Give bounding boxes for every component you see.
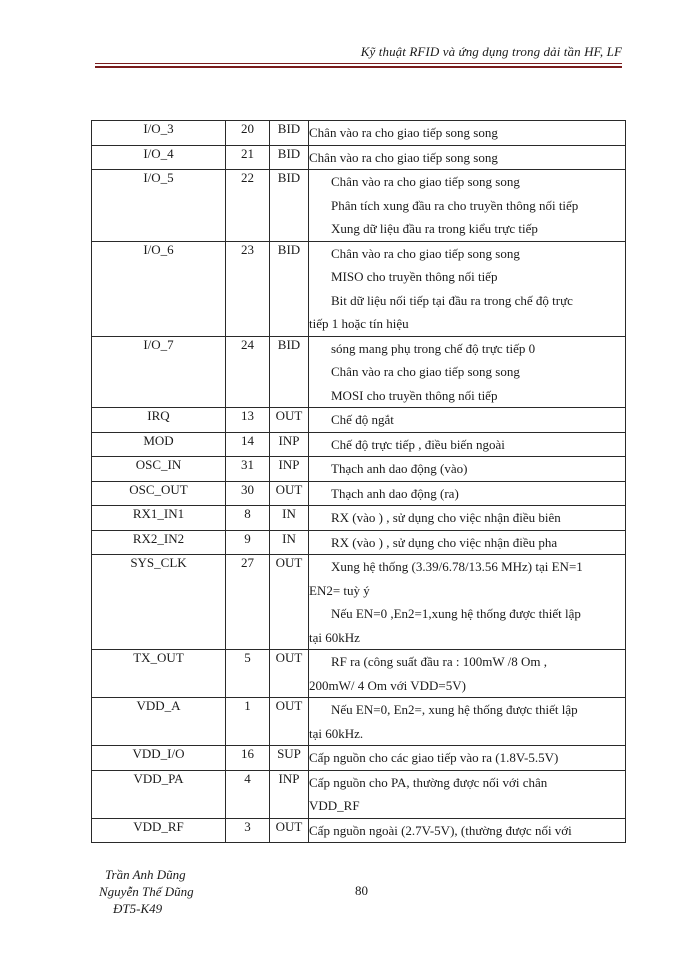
running-header: Kỹ thuật RFID và ứng dụng trong dải tần HF, LF	[360, 44, 622, 59]
pin-description-cell	[309, 506, 626, 531]
author-block	[99, 866, 194, 917]
pin-number-cell: 27	[226, 555, 270, 650]
table-row	[92, 506, 626, 531]
pin-number-cell: 8	[226, 506, 270, 531]
header-rule-thick	[95, 66, 622, 68]
pin-type-cell: OUT	[270, 650, 309, 698]
table-row	[92, 241, 626, 336]
author-class: ĐT5-K49	[113, 901, 163, 916]
description-line: RF ra (công suất đầu ra : 100mW /8 Om ,	[331, 654, 548, 669]
pin-type-cell: BID	[270, 336, 309, 408]
description-line: Chân vào ra cho giao tiếp song song	[331, 364, 520, 379]
table-row	[92, 170, 626, 242]
table-row	[92, 698, 626, 746]
pin-description-cell	[309, 481, 626, 506]
pin-type-cell: BID	[270, 121, 309, 146]
description-line: Cấp nguồn ngoài (2.7V-5V), (thường được nối với	[309, 822, 572, 838]
pin-name-cell: VDD_I/O	[92, 746, 226, 771]
pin-description-table	[91, 120, 626, 843]
table-row	[92, 650, 626, 698]
author-name: Nguyễn Thế Dũng	[99, 884, 194, 899]
description-line: EN2= tuỳ ý	[309, 582, 370, 598]
pin-description-cell	[309, 530, 626, 555]
pin-name-cell: VDD_RF	[92, 818, 226, 843]
description-line: Xung hệ thống (3.39/6.78/13.56 MHz) tại EN=1	[331, 559, 583, 574]
description-line: Chân vào ra cho giao tiếp song song	[309, 125, 498, 140]
pin-description-cell	[309, 746, 626, 771]
description-line: tại 60kHz.	[309, 725, 364, 741]
table-row	[92, 555, 626, 650]
pin-name-cell: OSC_OUT	[92, 481, 226, 506]
description-line: Phân tích xung đầu ra cho truyền thông nối tiếp	[331, 197, 579, 213]
pin-name-cell: I/O_6	[92, 241, 226, 336]
pin-name-cell: I/O_4	[92, 145, 226, 170]
description-line: Chân vào ra cho giao tiếp song song	[309, 149, 498, 165]
pin-type-cell: BID	[270, 170, 309, 242]
description-line: Chân vào ra cho giao tiếp song song	[331, 245, 520, 261]
pin-name-cell: VDD_A	[92, 698, 226, 746]
pin-type-cell: BID	[270, 145, 309, 170]
description-line: tại 60kHz	[309, 629, 360, 645]
pin-type-cell: BID	[270, 241, 309, 336]
table-row	[92, 336, 626, 408]
pin-type-cell: IN	[270, 530, 309, 555]
pin-name-cell: RX1_IN1	[92, 506, 226, 531]
pin-number-cell: 21	[226, 145, 270, 170]
description-line: MOSI cho truyền thông nối tiếp	[331, 387, 498, 403]
pin-type-cell: INP	[270, 770, 309, 818]
pin-name-cell: MOD	[92, 432, 226, 457]
table-row	[92, 746, 626, 771]
description-line: Thạch anh dao động (vào)	[331, 461, 468, 476]
pin-description-cell	[309, 408, 626, 433]
pin-name-cell: TX_OUT	[92, 650, 226, 698]
pin-number-cell: 14	[226, 432, 270, 457]
description-line: RX (vào ) , sử dụng cho việc nhận điều pha	[331, 534, 558, 550]
pin-number-cell: 9	[226, 530, 270, 555]
pin-description-cell	[309, 432, 626, 457]
page-number: 80	[355, 883, 368, 898]
pin-number-cell: 4	[226, 770, 270, 818]
pin-description-cell	[309, 818, 626, 843]
description-line: Chế độ ngắt	[331, 412, 394, 427]
pin-name-cell: I/O_7	[92, 336, 226, 408]
description-line: VDD_RF	[309, 798, 360, 813]
description-line: Bit dữ liệu nối tiếp tại đầu ra trong chế độ trực	[331, 292, 573, 308]
table-row	[92, 481, 626, 506]
table-row	[92, 770, 626, 818]
pin-description-cell	[309, 241, 626, 336]
pin-description-cell	[309, 145, 626, 170]
description-line: MISO cho truyền thông nối tiếp	[331, 269, 498, 284]
description-line: tiếp 1 hoặc tín hiệu	[309, 316, 409, 331]
pin-number-cell: 24	[226, 336, 270, 408]
header-rule-thin	[95, 63, 622, 64]
pin-description-cell	[309, 170, 626, 242]
pin-name-cell: OSC_IN	[92, 457, 226, 482]
description-line: Thạch anh dao động (ra)	[331, 485, 459, 501]
pin-number-cell: 13	[226, 408, 270, 433]
description-line: Chế độ trực tiếp , điều biến ngoài	[331, 436, 505, 452]
description-line: 200mW/ 4 Om với VDD=5V)	[309, 677, 466, 693]
table-row	[92, 408, 626, 433]
pin-type-cell: OUT	[270, 818, 309, 843]
description-line: RX (vào ) , sử dụng cho việc nhận điều biên	[331, 510, 561, 525]
pin-name-cell: SYS_CLK	[92, 555, 226, 650]
pin-type-cell: OUT	[270, 698, 309, 746]
pin-type-cell: IN	[270, 506, 309, 531]
pin-number-cell: 31	[226, 457, 270, 482]
description-line: sóng mang phụ trong chế độ trực tiếp 0	[331, 340, 536, 356]
pin-name-cell: I/O_3	[92, 121, 226, 146]
pin-number-cell: 22	[226, 170, 270, 242]
pin-description-cell	[309, 555, 626, 650]
table-row	[92, 530, 626, 555]
pin-name-cell: VDD_PA	[92, 770, 226, 818]
pin-number-cell: 5	[226, 650, 270, 698]
pin-number-cell: 1	[226, 698, 270, 746]
description-line: Nếu EN=0, En2=, xung hệ thống được thiết lập	[331, 702, 578, 717]
pin-number-cell: 23	[226, 241, 270, 336]
pin-number-cell: 3	[226, 818, 270, 843]
pin-description-cell	[309, 770, 626, 818]
pin-type-cell: INP	[270, 432, 309, 457]
pin-description-cell	[309, 650, 626, 698]
description-line: Nếu EN=0 ,En2=1,xung hệ thống được thiết lập	[331, 606, 581, 621]
pin-type-cell: SUP	[270, 746, 309, 771]
author-name: Trần Anh Dũng	[105, 867, 186, 882]
pin-description-cell	[309, 336, 626, 408]
table-row	[92, 818, 626, 843]
description-line: Xung dữ liệu đầu ra trong kiểu trực tiếp	[331, 221, 538, 236]
pin-description-cell	[309, 457, 626, 482]
description-line: Chân vào ra cho giao tiếp song song	[331, 174, 520, 189]
pin-number-cell: 30	[226, 481, 270, 506]
pin-description-cell	[309, 698, 626, 746]
pin-type-cell: OUT	[270, 481, 309, 506]
table-row	[92, 457, 626, 482]
description-line: Cấp nguồn cho các giao tiếp vào ra (1.8V-5.5V)	[309, 750, 559, 765]
pin-type-cell: OUT	[270, 555, 309, 650]
pin-type-cell: INP	[270, 457, 309, 482]
pin-number-cell: 16	[226, 746, 270, 771]
pin-table-body	[92, 121, 626, 843]
pin-name-cell: IRQ	[92, 408, 226, 433]
pin-name-cell: I/O_5	[92, 170, 226, 242]
pin-type-cell: OUT	[270, 408, 309, 433]
description-line: Cấp nguồn cho PA, thường được nối với chân	[309, 774, 548, 790]
table-row	[92, 121, 626, 146]
pin-name-cell: RX2_IN2	[92, 530, 226, 555]
pin-description-cell	[309, 121, 626, 146]
table-row	[92, 432, 626, 457]
table-row	[92, 145, 626, 170]
pin-number-cell: 20	[226, 121, 270, 146]
